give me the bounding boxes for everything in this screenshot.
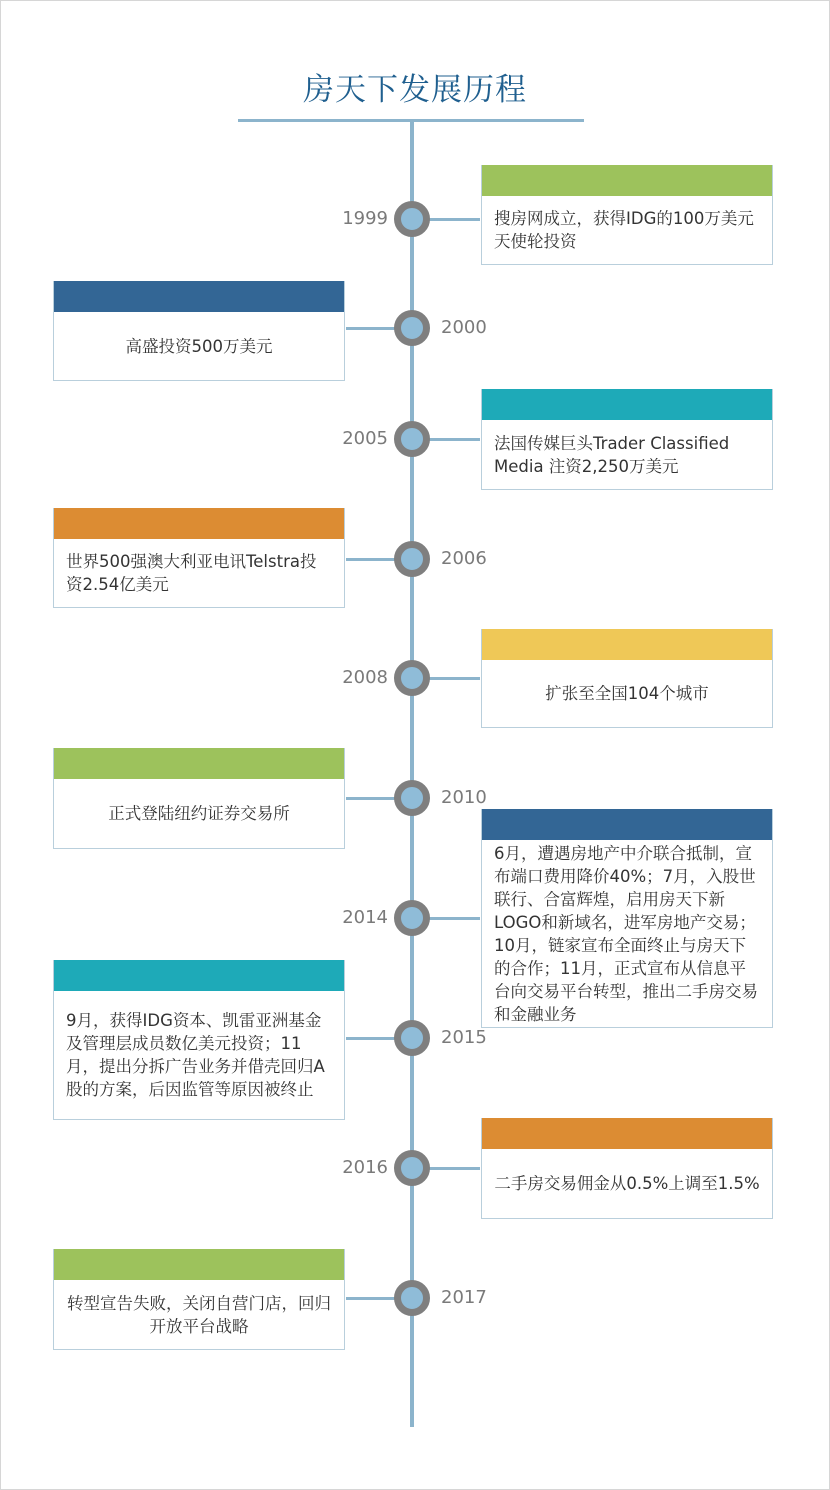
- year-label: 2006: [441, 548, 487, 569]
- event-description: 世界500强澳大利亚电讯Telstra投资2.54亿美元: [66, 552, 317, 594]
- year-label: 2010: [441, 787, 487, 808]
- event-description: 转型宣告失败，关闭自营门店，回归开放平台战略: [67, 1293, 331, 1336]
- event-card-header: [482, 1118, 772, 1149]
- event-card: [481, 1118, 773, 1219]
- event-card: [53, 508, 345, 608]
- event-description: 二手房交易佣金从0.5%上调至1.5%: [494, 1174, 760, 1193]
- year-label: 2015: [441, 1027, 487, 1048]
- year-label: 2008: [342, 667, 388, 688]
- event-description: 9月，获得IDG资本、凯雷亚洲基金及管理层成员数亿美元投资；11月，提出分拆广告业务并借壳回归A股的方案，后因监管等原因被终止: [66, 1011, 325, 1099]
- timeline-node: [394, 1020, 430, 1056]
- event-card-body: [54, 1280, 344, 1349]
- event-description: 正式登陆纽约证券交易所: [108, 804, 290, 823]
- event-card-body: [54, 539, 344, 607]
- year-label: 2017: [441, 1287, 487, 1308]
- year-label: 2000: [441, 317, 487, 338]
- event-card: [481, 809, 773, 1028]
- event-card-body: [54, 779, 344, 848]
- event-card: [481, 389, 773, 490]
- event-card: [481, 629, 773, 728]
- timeline-node: [394, 780, 430, 816]
- timeline-node: [394, 660, 430, 696]
- year-label: 2016: [342, 1157, 388, 1178]
- timeline-node: [394, 1150, 430, 1186]
- event-description: 法国传媒巨头Trader Classified Media 注资2,250万美元: [494, 433, 730, 476]
- event-description: 高盛投资500万美元: [125, 336, 273, 356]
- event-card: [53, 281, 345, 381]
- event-card: [53, 960, 345, 1120]
- timeline-node: [394, 900, 430, 936]
- timeline-node: [394, 541, 430, 577]
- event-description: 6月，遭遇房地产中介联合抵制，宣布端口费用降价40%；7月，入股世联行、合富辉煌，启用房天下新LOGO和新域名，进军房地产交易；10月，链家宣布全面终止与房天下的合作；11月，正式宣布从信息平台向交易平台转型，推出二手房交易和金融业务: [494, 843, 758, 1024]
- event-card-header: [54, 960, 344, 991]
- event-card-header: [482, 809, 772, 840]
- year-label: 2005: [342, 428, 388, 449]
- page-title: 房天下发展历程: [303, 72, 527, 108]
- event-description: 搜房网成立，获得IDG的100万美元天使轮投资: [494, 209, 754, 251]
- event-card-body: [482, 660, 772, 727]
- timeline-node: [394, 1280, 430, 1316]
- event-card-header: [482, 389, 772, 420]
- year-label: 1999: [342, 208, 388, 229]
- event-card-body: [54, 991, 344, 1119]
- timeline-node: [394, 201, 430, 237]
- event-card-body: [482, 840, 772, 1027]
- event-card-header: [54, 1249, 344, 1280]
- timeline-node: [394, 310, 430, 346]
- event-card-header: [482, 165, 772, 196]
- event-card-body: [482, 196, 772, 264]
- event-card: [481, 165, 773, 265]
- event-card-body: [482, 1149, 772, 1218]
- event-card-header: [54, 508, 344, 539]
- event-card: [53, 748, 345, 849]
- event-card-body: [54, 312, 344, 380]
- event-card-header: [54, 748, 344, 779]
- event-card-body: [482, 420, 772, 489]
- event-card: [53, 1249, 345, 1350]
- event-card-header: [54, 281, 344, 312]
- year-label: 2014: [342, 907, 388, 928]
- timeline-node: [394, 421, 430, 457]
- event-card-header: [482, 629, 772, 660]
- event-description: 扩张至全国104个城市: [545, 684, 709, 703]
